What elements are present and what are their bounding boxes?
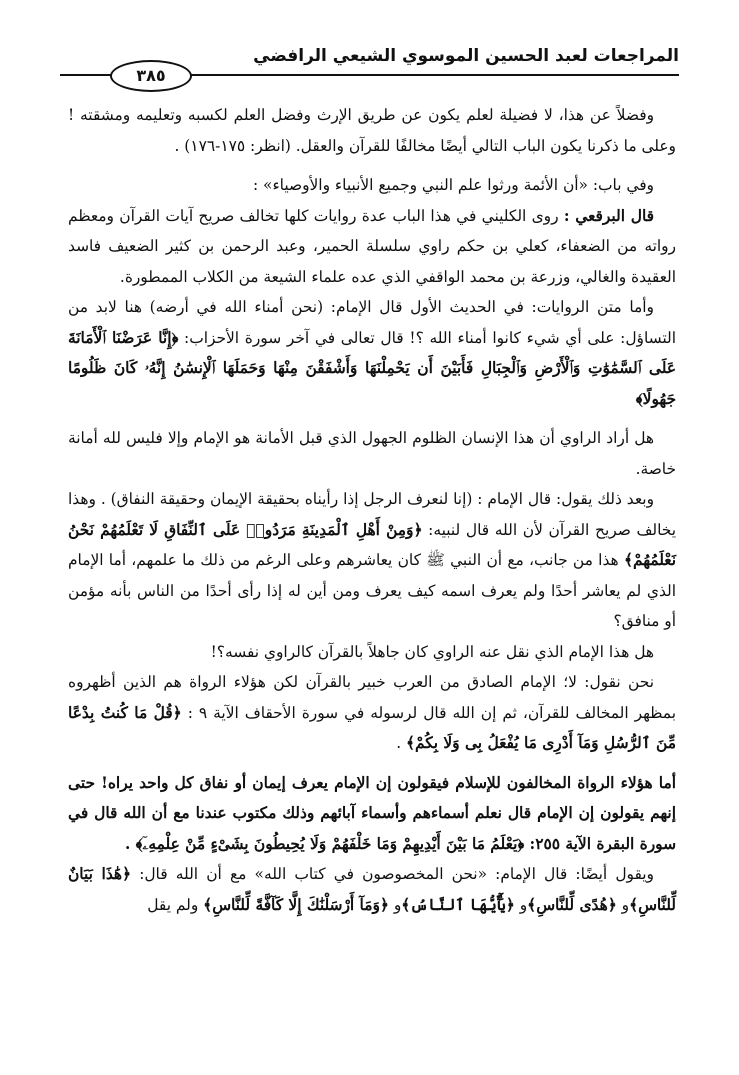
period: . [396,734,402,752]
paragraph-question [68,637,676,668]
quran-ya-ayyuha: ﴿يَٰٓأَيُّهَا ٱلنَّاسُ﴾ [401,895,515,914]
quran-ahzab: ﴿إِنَّا عَرَضْنَا ٱلْأَمَانَةَ عَلَى ٱلسَّمَٰوَٰتِ وَٱلْأَرْضِ وَٱلْجِبَالِ فَأَبَيْنَ أَن يَحْمِلْنَهَا وَأَشْفَقْنَ مِنْهَا وَحَمَلَهَا ٱلْإِنسَٰنُ إِنَّهُۥ كَانَ ظَلُومًا جَهُولًا﴾ [68,328,676,408]
paragraph-text: وبعد ذلك يقول: قال الإمام : (إنا لنعرف الرجل إذا رأيناه بحقيقة الإيمان وحقيقة النفاق) . وهذا يخالف صريح القرآن لأن الله قال لنبيه: [68,490,676,539]
quran-huda: ﴿هُدًى لِّلنَّاسِ﴾ [527,895,617,914]
paragraph-text: روى الكليني في هذا الباب عدة روايات كلها تخالف صريح آيات القرآن ومعظم رواته من الضعفاء، كعلي بن حكم راوي سلسلة الحمير، وعبد الرحمن بن كثير الضعيف فاسد العقيدة والغالي، وزرعة بن محمد الواقفي الذي عده علماء الشيعة من الكلاب الممطورة. [68,206,676,286]
paragraph-barqai [68,201,676,293]
paragraph-text: هل أراد الراوي أن هذا الإنسان الظلوم الجهول الذي قبل الأمانة هو الإمام وإلا فليس لله أمانة خاصة. [68,429,676,478]
paragraph-nifaq [68,484,676,637]
quran-baqarah: ﴿يَعْلَمُ مَا بَيْنَ أَيْدِيهِمْ وَمَا خَلْفَهُمْ وَلَا يُحِيطُونَ بِشَىْءٍ مِّنْ عِلْمِهِۦٓ﴾ [135,834,525,853]
paragraph-text: هل هذا الإمام الذي نقل عنه الراوي كان جاهلاً بالقرآن كالراوي نفسه؟! [210,642,654,661]
barqai-label: قال البرقعي : [563,206,654,225]
paragraph-text: أما هؤلاء الرواة المخالفون للإسلام فيقولون إن الإمام يعرف إيمان أو نفاق كل واحد يراه! حتى إنهم يقولون إن الإمام قال نعلم أسماءهم وأسماء آبائهم وذلك مكتوب عندنا مع أن الله قال في سورة البقرة الآية ٢٥٥: [68,773,676,853]
paragraph-text: ولم يقل [147,895,199,914]
paragraph-chapter-heading [68,170,676,201]
paragraph-narrators [68,768,676,860]
conjunction: و [621,895,630,914]
paragraph-text: ويقول أيضًا: قال الإمام: «نحن المخصوصون في كتاب الله» مع أن الله قال: [139,865,654,883]
period: . [124,834,131,853]
paragraph-amanah [68,423,676,484]
paragraph-text: نحن نقول: لا؛ الإمام الصادق من العرب خبير بالقرآن لكن هؤلاء الرواة هم الذين أظهروه بمظهر المخالف للقرآن، ثم إن الله قال لرسوله في سورة الأحقاف الآية ٩ : [68,673,676,722]
paragraph-answer [68,667,676,759]
page-number: ٣٨٥ [110,60,192,92]
paragraph-text: هذا من جانب، مع أن النبي ﷺ كان يعاشرهم وعلى الرغم من ذلك ما علمهم، أما الإمام الذي لم يعاشر أحدًا ولم يعرف اسمه كيف يعرف ومن أين له إذا رأى أحدًا من الناس بأنه مؤمن أو منافق؟ [68,551,676,630]
quran-tawbah: ﴿وَمِنْ أَهْلِ ٱلْمَدِينَةِ مَرَدُوا۟ عَلَى ٱلنِّفَاقِ لَا تَعْلَمُهُمْ نَحْنُ نَعْلَمُهُمْ﴾ [68,520,676,569]
quran-bayan: ﴿هَٰذَا بَيَانٌ لِّلنَّاسِ﴾ [68,865,676,914]
paragraph-texts [68,292,676,414]
paragraph-text: وأما متن الروايات: في الحديث الأول قال الإمام: (نحن أمناء الله في أرضه) هنا لابد من التساؤل: على أي شيء كانوا أمناء الله ؟! قال تعالى في آخر سورة الأحزاب: [68,298,676,347]
running-head-title: المراجعات لعبد الحسين الموسوي الشيعي الرافضي [253,46,679,66]
paragraph-inheritance [68,100,676,161]
quran-kaffatan: ﴿وَمَآ أَرْسَلْنَٰكَ إِلَّا كَآفَّةً لِّلنَّاسِ﴾ [203,895,389,914]
page-body [68,100,676,920]
paragraph-makhsusun [68,859,676,920]
paragraph-text: وفي باب: «أن الأئمة ورثوا علم النبي وجميع الأنبياء والأوصياء» : [252,176,654,194]
paragraph-text: وفضلاً عن هذا، لا فضيلة لعلم يكون عن طريق الإرث وفضل العلم لكسبه وتعليمه ومشقته ! وعلى ما ذكرنا يكون الباب التالي أيضًا مخالفًا للقرآن والعقل. (انظر: ١٧٥-١٧٦) . [68,106,676,155]
conjunction: و [393,895,402,914]
quran-ahqaf: ﴿قُلْ مَا كُنتُ بِدْعًا مِّنَ ٱلرُّسُلِ وَمَآ أَدْرِى مَا يُفْعَلُ بِى وَلَا بِكُمْ﴾ [68,703,676,752]
conjunction: و [519,895,528,914]
